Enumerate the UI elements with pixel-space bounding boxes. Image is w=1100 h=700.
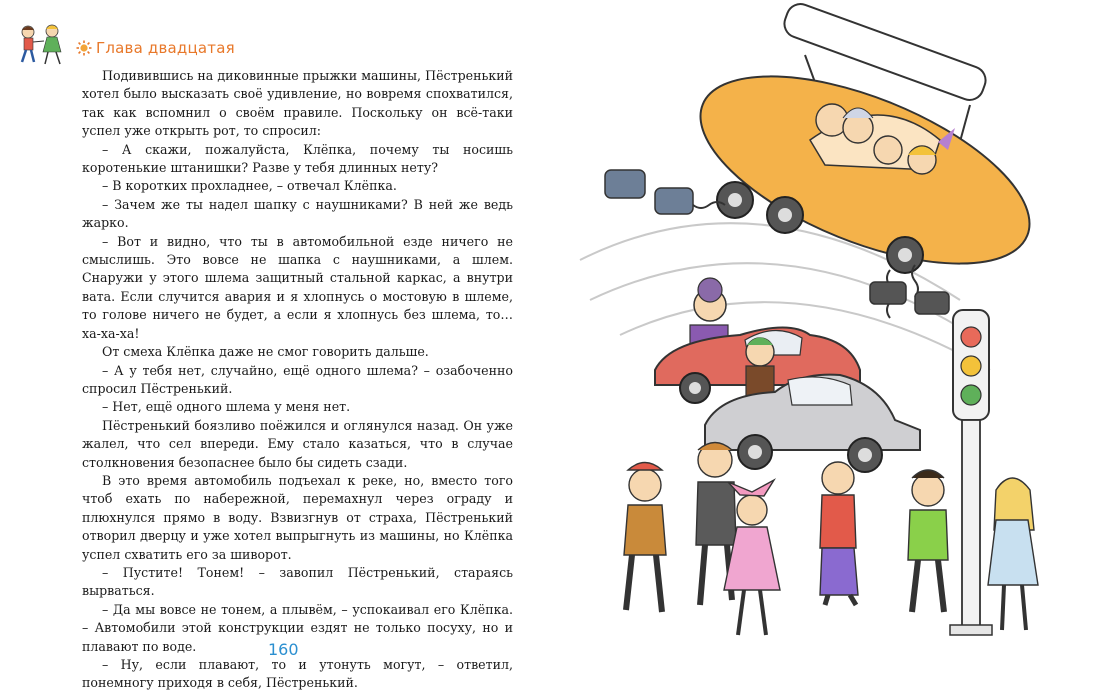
paragraph: – А у тебя нет, случайно, ещё одного шлема? – озабоченно спросил Пёстренький. (82, 362, 513, 396)
paragraph: – Нет, ещё одного шлема у меня нет. (102, 399, 351, 415)
paragraph: Пёстренький боязливо поёжился и оглянулся назад. Он уже жалел, что сел впереди. Ему стало казаться, что в случае столкновения безопаснее было бы сидеть сзади. (82, 417, 513, 470)
paragraph: От смеха Клёпка даже не смог говорить дальше. (102, 344, 429, 360)
chapter-header (14, 20, 235, 68)
story-illustration (560, 0, 1100, 700)
chapter-title: Глава двадцатая (96, 39, 235, 57)
traffic-light-illustration (950, 310, 992, 635)
paragraph: Подивившись на диковинные прыжки машины, Пёстренький хотел было высказать своё удивление, но вовремя спохватился, так как вспомнил о своём правиле. Поскольку он всё-таки успел уже открыть рот, то спросил: (82, 68, 513, 139)
paragraph: В это время автомобиль подъехал к реке, но, вместо того чтоб ехать по набережной, перемахнул через ограду и плюхнулся прямо в воду. Взвизгнув от страха, Пёстренький отворил дверцу и уже хотел выпрыгнуть из машины, но Клёпка успел схватить его за шиворот. (82, 472, 513, 562)
paragraph: – А скажи, пожалуйста, Клёпка, почему ты носишь коротенькие штанишки? Разве у тебя длинных нету? (82, 141, 513, 176)
right-page (560, 0, 1100, 700)
story-text (82, 67, 513, 693)
paragraph: – Вот и видно, что ты в автомобильной езде ничего не смыслишь. Это вовсе не шапка с наушниками, а шлем. Снаружи у этого шлема защитный стальной каркас, а внутри вата. Если случится авария и я хлопнусь о мостовую в шлеме, то голове ничего не будет, а если я хлопнусь без шлема, то… ха-ха-ха! (82, 233, 513, 341)
header-children-art (14, 22, 70, 68)
paragraph: – Да мы вовсе не тонем, а плывём, – успокаивал его Клёпка. – Автомобили этой конструкции ездят не только посуху, но и плавают по воде. (82, 601, 513, 654)
paragraph: – Пустите! Тонем! – завопил Пёстренький, стараясь вырваться. (82, 564, 513, 599)
page-number: 160 (268, 640, 299, 659)
paragraph: – Ну, если плавают, то и утонуть могут, – ответил, понемногу приходя в себя, Пёстренький. (82, 657, 513, 691)
paragraph: – Зачем же ты надел шапку с наушниками? В ней же ведь жарко. (82, 196, 513, 231)
sun-icon (76, 40, 92, 56)
paragraph: – В коротких прохладнее, – отвечал Клёпка. (102, 178, 397, 194)
flying-car-illustration (605, 0, 1054, 318)
